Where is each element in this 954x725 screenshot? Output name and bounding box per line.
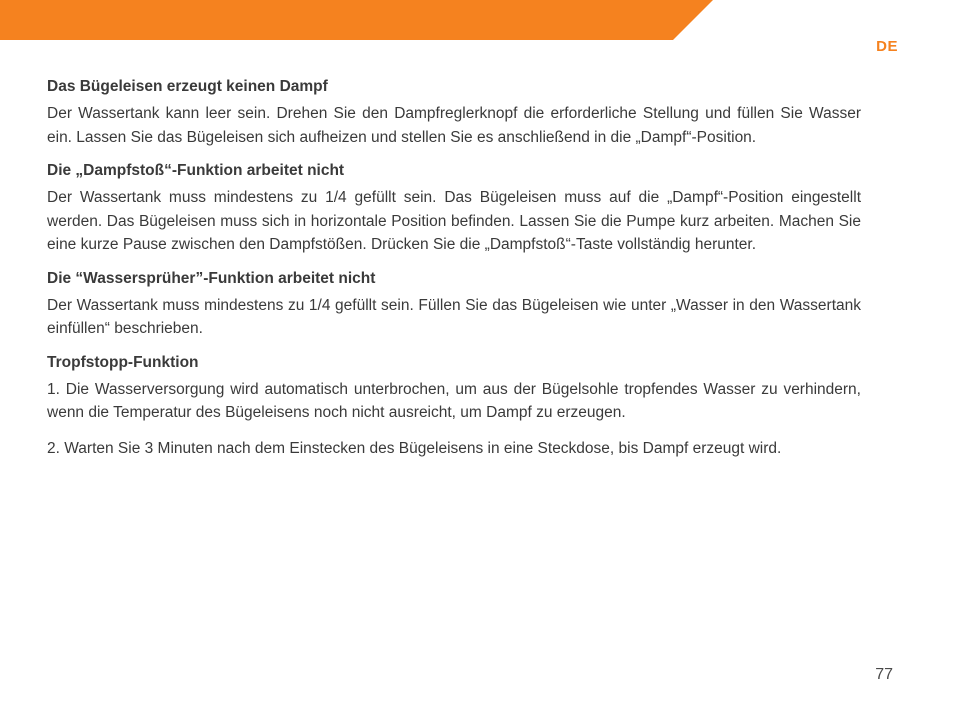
section-title: Tropfstopp-Funktion	[47, 353, 199, 371]
paragraph: 1. Die Wasserversorgung wird automatisch unterbrochen, um aus der Bügelsohle tropfendes Wasser zu verhindern, wenn die Temperatur des Bügeleisens noch nicht ausreicht, um Dampf zu erzeugen.	[47, 380, 861, 421]
page-number: 77	[875, 666, 893, 683]
section-title: Die “Wassersprüher”-Funktion arbeitet nicht	[47, 269, 376, 287]
section-no-steam	[47, 77, 861, 149]
section-anti-drip	[47, 353, 861, 461]
paragraph: Der Wassertank muss mindestens zu 1/4 gefüllt sein. Füllen Sie das Bügeleisen wie unter „Wasser in den Wassertank einfüllen“ beschrieben.	[47, 296, 861, 337]
language-tag: DE	[876, 38, 898, 55]
paragraph: Der Wassertank muss mindestens zu 1/4 gefüllt sein. Das Bügeleisen muss auf die „Dampf“-Position eingestellt werden. Das Bügeleisen muss sich in horizontale Position befinden. Lassen Sie die Pumpe kurz arbeiten. Machen Sie eine kurze Pause zwischen den Dampfstößen. Drücken Sie die „Dampfstoß“-Taste vollständig herunter.	[47, 189, 861, 253]
section-steam-burst	[47, 161, 861, 257]
section-water-spray	[47, 269, 861, 341]
section-title: Die „Dampfstoß“-Funktion arbeitet nicht	[47, 162, 345, 179]
section-title: Das Bügeleisen erzeugt keinen Dampf	[47, 78, 328, 95]
header-accent-shape	[0, 0, 713, 40]
paragraph: Der Wassertank kann leer sein. Drehen Sie den Dampfreglerknopf die erforderliche Stellung und füllen Sie Wasser ein. Lassen Sie das Bügeleisen sich aufheizen und stellen Sie es anschließend in die „Dampf“-Position.	[47, 105, 861, 146]
document-body	[47, 77, 861, 472]
paragraph: 2. Warten Sie 3 Minuten nach dem Einstecken des Bügeleisens in eine Steckdose, bis Dampf erzeugt wird.	[47, 439, 782, 457]
header-accent-bar	[0, 0, 954, 40]
